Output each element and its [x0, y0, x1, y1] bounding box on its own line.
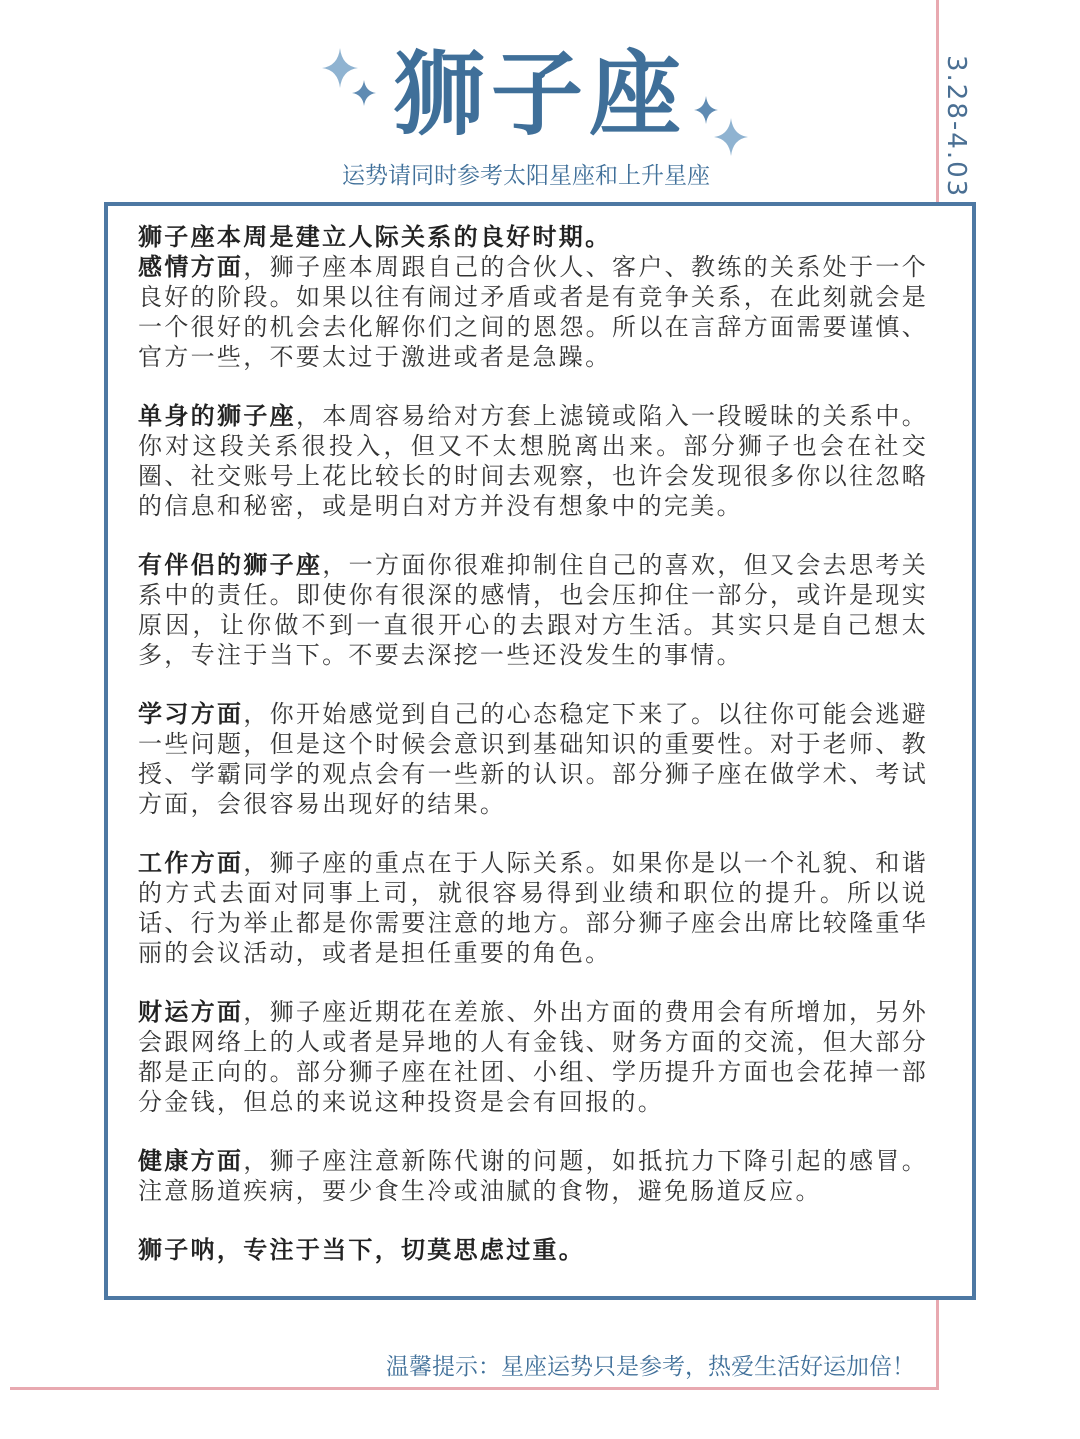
- section-partnered: [138, 550, 928, 670]
- section-heading: 有伴侣的狮子座: [138, 551, 323, 579]
- page-title: 狮子座: [392, 41, 687, 148]
- date-range: 3.28-4.03: [941, 55, 971, 199]
- section-work: [138, 848, 928, 968]
- section-text: ，狮子座本周跟自己的合伙人、客户、教练的关系处于一个良好的阶段。如果以往有闹过矛盾或者是有竞争关系，在此刻就会是一个很好的机会去化解你们之间的恩怨。所以在言辞方面需要谨慎、官方一些，不要太过于激进或者是急躁。: [138, 253, 928, 371]
- section-study: [138, 699, 928, 819]
- section-heading: 单身的狮子座: [138, 402, 297, 430]
- section-heading: 财运方面: [138, 998, 244, 1026]
- sparkle-icon: [352, 80, 376, 106]
- section-text: ，狮子座近期花在差旅、外出方面的费用会有所增加，另外会跟网络上的人或者是异地的人有金钱、财务方面的交流，但大部分都是正向的。部分狮子座在社团、小组、学历提升方面也会花掉一部分金钱，但总的来说这种投资是会有回报的。: [138, 998, 928, 1116]
- section-heading: 感情方面: [138, 253, 244, 281]
- pink-horizontal-line: [10, 1387, 939, 1390]
- sparkle-icon: [714, 118, 748, 156]
- section-heading: 工作方面: [138, 849, 244, 877]
- section-text: ，狮子座的重点在于人际关系。如果你是以一个礼貌、和谐的方式去面对同事上司，就很容易得到业绩和职位的提升。所以说话、行为举止都是你需要注意的地方。部分狮子座会出席比较隆重华丽的会议活动，或者是担任重要的角色。: [138, 849, 928, 967]
- section-wealth: [138, 997, 928, 1117]
- section-single: [138, 401, 928, 521]
- footer-tip: 温馨提示：星座运势只是参考，热爱生活好运加倍！: [386, 1354, 915, 1380]
- section-text: ，一方面你很难抑制住自己的喜欢，但又会去思考关系中的责任。即使你有很深的感情，也会压抑住一部分，或许是现实原因，让你做不到一直很开心的去跟对方生活。其实只是自己想太多，专注于当下。不要去深挖一些还没发生的事情。: [138, 551, 928, 669]
- section-love: [138, 252, 928, 372]
- section-heading: 学习方面: [138, 700, 244, 728]
- page-subtitle: 运势请同时参考太阳星座和上升星座: [342, 163, 710, 189]
- horoscope-content: [138, 222, 928, 1265]
- intro-line: 狮子座本周是建立人际关系的良好时期。: [138, 223, 612, 251]
- section-text: ，狮子座注意新陈代谢的问题，如抵抗力下降引起的感冒。注意肠道疾病，要少食生冷或油腻的食物，避免肠道反应。: [138, 1147, 928, 1205]
- content-card: [104, 202, 976, 1300]
- section-text: ，你开始感觉到自己的心态稳定下来了。以往你可能会逃避一些问题，但是这个时候会意识到基础知识的重要性。对于老师、教授、学霸同学的观点会有一些新的认识。部分狮子座在做学术、考试方面，会很容易出现好的结果。: [138, 700, 928, 818]
- closing-line: 狮子呐，专注于当下，切莫思虑过重。: [138, 1236, 586, 1264]
- section-heading: 健康方面: [138, 1147, 244, 1175]
- section-text: ，本周容易给对方套上滤镜或陷入一段暧昧的关系中。你对这段关系很投入，但又不太想脱离出来。部分狮子也会在社交圈、社交账号上花比较长的时间去观察，也许会发现很多你以往忽略的信息和秘密，或是明白对方并没有想象中的完美。: [138, 402, 928, 520]
- section-health: [138, 1146, 928, 1206]
